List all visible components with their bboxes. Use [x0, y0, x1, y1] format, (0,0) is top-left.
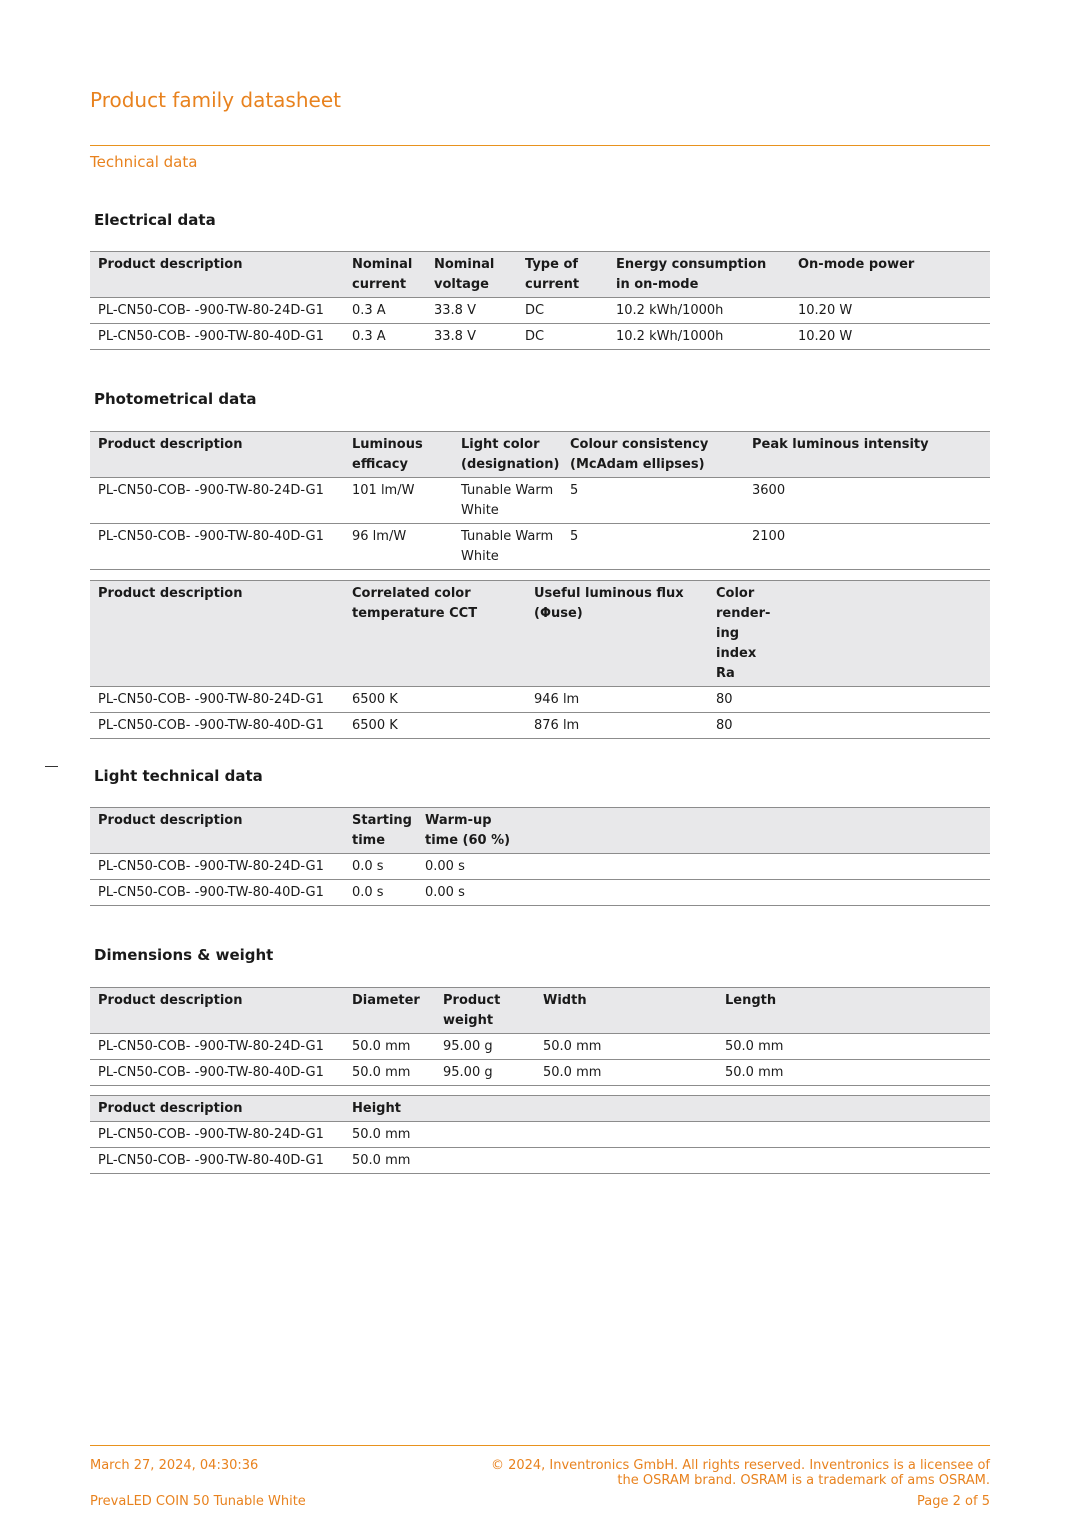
document-title: Product family datasheet	[90, 88, 341, 112]
table-cell: 946 lm	[526, 687, 708, 713]
column-header: Correlated color temperature CCT	[344, 581, 526, 687]
table-row	[90, 1034, 990, 1060]
table-cell: 50.0 mm	[344, 1122, 990, 1148]
light-technical-data-table	[90, 807, 990, 906]
header-rule	[90, 145, 990, 146]
light-technical-data-heading: Light technical data	[94, 767, 263, 785]
column-header: Product description	[90, 252, 344, 298]
table-cell: PL-CN50-COB- -900-TW-80-24D-G1	[90, 854, 344, 880]
table-cell: 95.00 g	[435, 1034, 535, 1060]
section-label: Technical data	[90, 153, 198, 171]
photometrical-data-table-2	[90, 580, 990, 739]
column-header: Product weight	[435, 988, 535, 1034]
table-cell: 0.0 s	[344, 854, 417, 880]
table-row	[90, 854, 990, 880]
table-row	[90, 478, 990, 524]
table-cell: 0.3 A	[344, 298, 426, 324]
dimensions-weight-table-2	[90, 1095, 990, 1174]
electrical-data-heading: Electrical data	[94, 211, 216, 229]
table-cell: PL-CN50-COB- -900-TW-80-24D-G1	[90, 687, 344, 713]
table-cell: 33.8 V	[426, 324, 517, 350]
column-header: Height	[344, 1096, 990, 1122]
table-cell: 3600	[744, 478, 990, 524]
table-cell: 876 lm	[526, 713, 708, 739]
table-header-row	[90, 988, 990, 1034]
table-cell: PL-CN50-COB- -900-TW-80-24D-G1	[90, 298, 344, 324]
column-header: Luminous efficacy	[344, 432, 453, 478]
table-cell: PL-CN50-COB- -900-TW-80-40D-G1	[90, 1060, 344, 1086]
table-cell: PL-CN50-COB- -900-TW-80-40D-G1	[90, 880, 344, 906]
column-header	[417, 808, 990, 854]
column-header: Starting time	[344, 808, 417, 854]
table-header-row	[90, 1096, 990, 1122]
column-header: Product description	[90, 581, 344, 687]
table-cell: 10.2 kWh/1000h	[608, 298, 790, 324]
table-cell: 50.0 mm	[344, 1034, 435, 1060]
photometrical-data-heading: Photometrical data	[94, 390, 257, 408]
table-row	[90, 1122, 990, 1148]
table-cell: PL-CN50-COB- -900-TW-80-24D-G1	[90, 478, 344, 524]
table-row	[90, 1148, 990, 1174]
table-cell: 6500 K	[344, 713, 526, 739]
table-cell: PL-CN50-COB- -900-TW-80-40D-G1	[90, 324, 344, 350]
margin-mark	[45, 766, 58, 767]
table-cell: 50.0 mm	[717, 1060, 990, 1086]
column-header: Color render-ing index Ra	[708, 581, 780, 687]
table-header-row	[90, 432, 990, 478]
column-header: Diameter	[344, 988, 435, 1034]
table-row	[90, 687, 990, 713]
column-header: Peak luminous intensity	[744, 432, 990, 478]
table-cell: 0.3 A	[344, 324, 426, 350]
table-cell-empty	[780, 713, 990, 739]
footer-page-number: Page 2 of 5	[917, 1494, 990, 1509]
column-header: Colour consistency (McAdam ellipses)	[562, 432, 744, 478]
column-header: Width	[535, 988, 717, 1034]
table-cell: PL-CN50-COB- -900-TW-80-24D-G1	[90, 1034, 344, 1060]
table-cell: 10.20 W	[790, 298, 990, 324]
column-header-empty	[780, 581, 990, 687]
footer-date: March 27, 2024, 04:30:36	[90, 1458, 259, 1473]
table-cell: PL-CN50-COB- -900-TW-80-40D-G1	[90, 713, 344, 739]
table-cell: 5	[562, 478, 744, 524]
table-cell: Tunable Warm White	[453, 524, 562, 570]
column-header: Type of current	[517, 252, 608, 298]
dimensions-weight-table	[90, 987, 990, 1086]
table-cell: 10.2 kWh/1000h	[608, 324, 790, 350]
photometrical-data-table	[90, 431, 990, 570]
table-cell: 2100	[744, 524, 990, 570]
table-cell: 95.00 g	[435, 1060, 535, 1086]
table-cell: 50.0 mm	[535, 1060, 717, 1086]
table-header-row	[90, 808, 990, 854]
table-cell-empty	[780, 687, 990, 713]
column-header: Product description	[90, 808, 344, 854]
table-cell: 101 lm/W	[344, 478, 453, 524]
table-cell: 0.0 s	[344, 880, 417, 906]
electrical-data-table	[90, 251, 990, 350]
table-cell: DC	[517, 324, 608, 350]
table-cell: 5	[562, 524, 744, 570]
table-cell: 50.0 mm	[344, 1060, 435, 1086]
table-row	[90, 880, 990, 906]
column-header: On-mode power	[790, 252, 990, 298]
footer-rule	[90, 1445, 990, 1446]
table-cell: PL-CN50-COB- -900-TW-80-40D-G1	[90, 524, 344, 570]
table-cell: 0.00 s	[417, 880, 990, 906]
table-row	[90, 524, 990, 570]
table-cell: DC	[517, 298, 608, 324]
table-cell: PL-CN50-COB- -900-TW-80-24D-G1	[90, 1122, 344, 1148]
column-header: Product description	[90, 988, 344, 1034]
column-header: Product description	[90, 1096, 344, 1122]
column-header: Light color (designation)	[453, 432, 562, 478]
table-cell: PL-CN50-COB- -900-TW-80-40D-G1	[90, 1148, 344, 1174]
table-cell: 50.0 mm	[344, 1148, 990, 1174]
footer-product-name: PrevaLED COIN 50 Tunable White	[90, 1494, 306, 1509]
table-cell: Tunable Warm White	[453, 478, 562, 524]
table-cell: 10.20 W	[790, 324, 990, 350]
table-cell: 80	[708, 713, 780, 739]
footer-copyright: © 2024, Inventronics GmbH. All rights reserved. Inventronics is a licensee of the OSRAM brand. OSRAM is a trademark of ams OSRAM.	[490, 1458, 990, 1488]
column-header: Length	[717, 988, 990, 1034]
column-header: Useful luminous flux (Φuse)	[526, 581, 708, 687]
column-header: Nominal current	[344, 252, 426, 298]
dimensions-weight-heading: Dimensions & weight	[94, 946, 274, 964]
table-cell: 0.00 s	[417, 854, 990, 880]
table-row	[90, 1060, 990, 1086]
table-cell: 6500 K	[344, 687, 526, 713]
table-cell: 80	[708, 687, 780, 713]
column-header-text: Warm-up time (60 %)	[425, 813, 511, 848]
table-header-row	[90, 581, 990, 687]
column-header: Energy consumption in on-mode	[608, 252, 790, 298]
table-cell: 96 lm/W	[344, 524, 453, 570]
table-row	[90, 324, 990, 350]
table-row	[90, 713, 990, 739]
table-cell: 50.0 mm	[717, 1034, 990, 1060]
table-cell: 50.0 mm	[535, 1034, 717, 1060]
table-header-row	[90, 252, 990, 298]
table-row	[90, 298, 990, 324]
column-header: Product description	[90, 432, 344, 478]
column-header: Nominal voltage	[426, 252, 517, 298]
table-cell: 33.8 V	[426, 298, 517, 324]
